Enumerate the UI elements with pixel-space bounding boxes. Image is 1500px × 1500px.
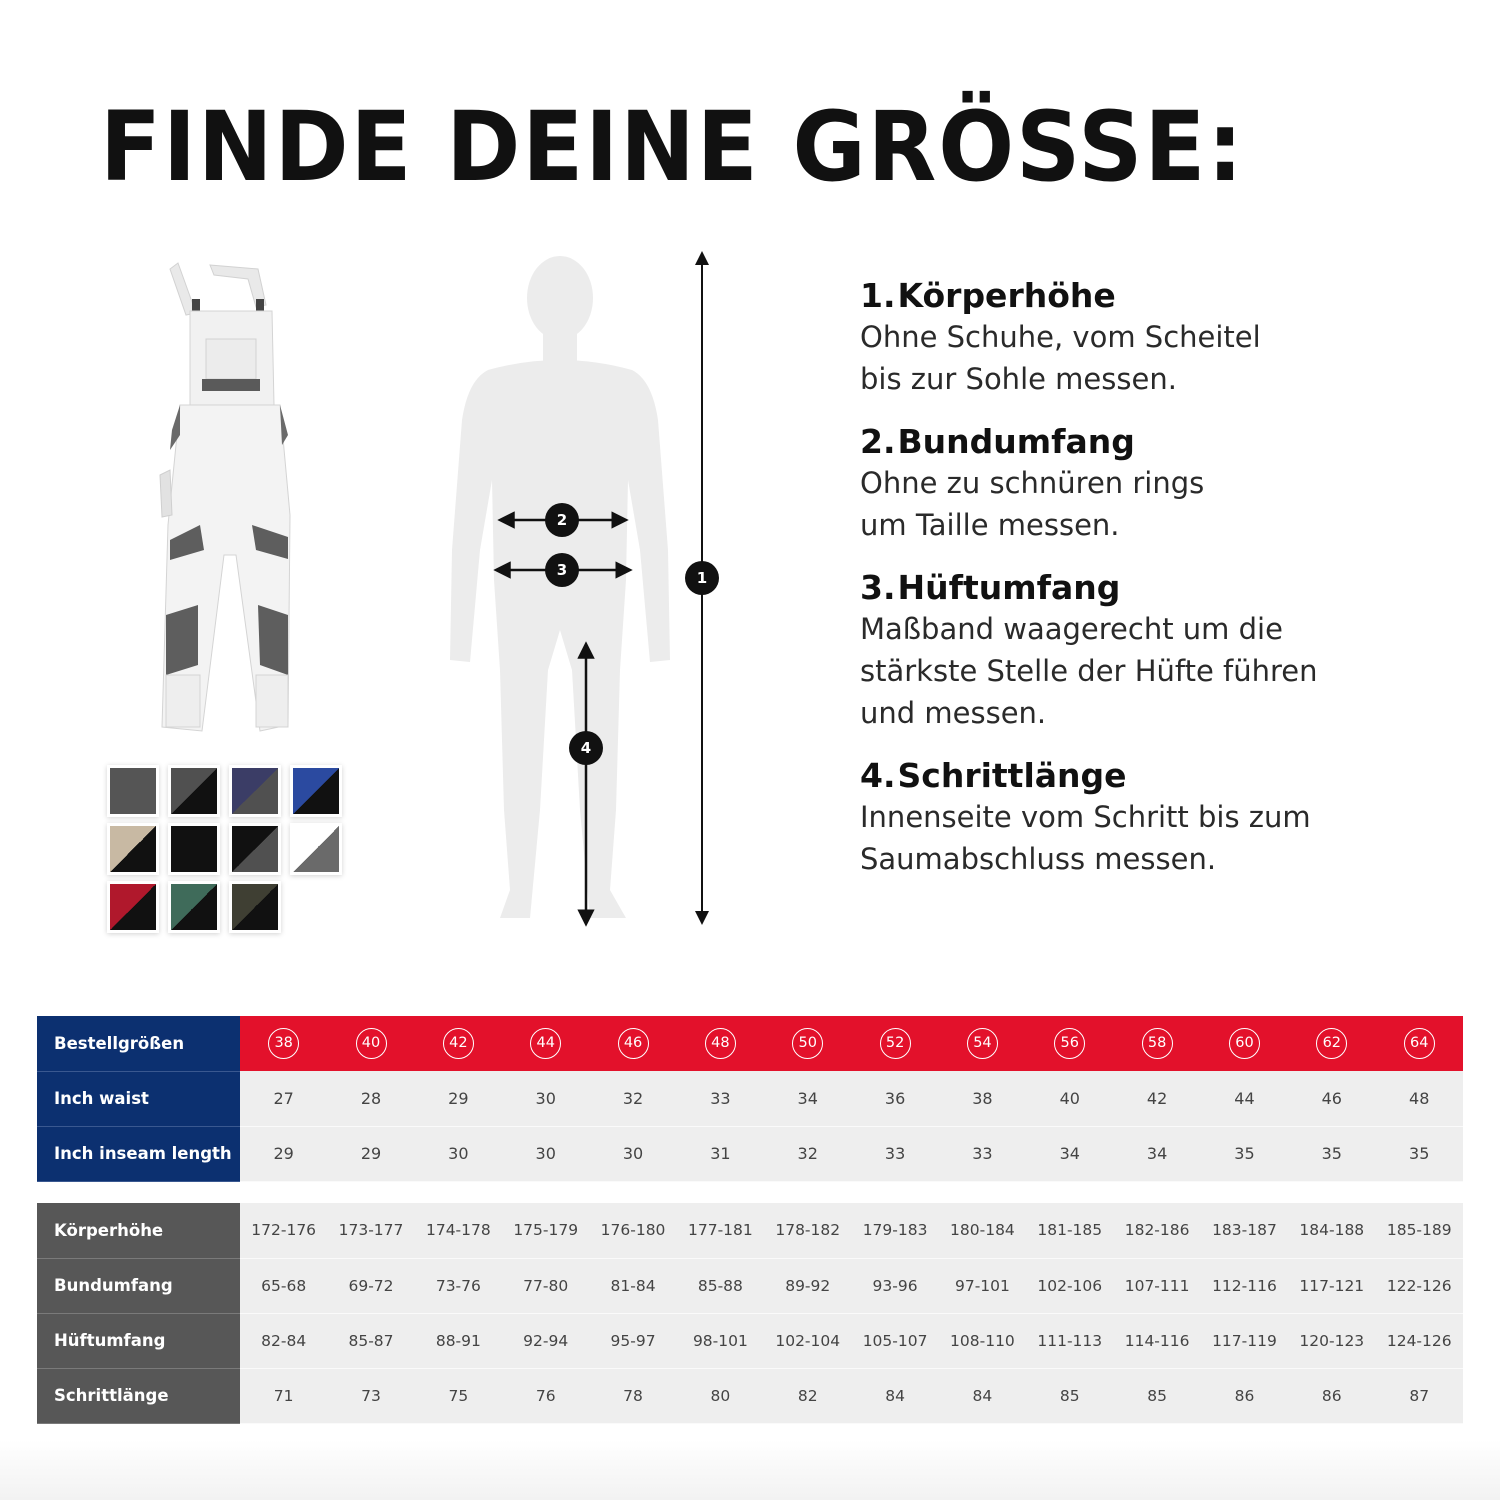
table-cell: 182-186 [1113,1203,1200,1258]
row-label: Schrittlänge [37,1368,240,1423]
table-cell: 32 [589,1071,676,1126]
table-cell: 102-106 [1026,1258,1113,1313]
table-cell: 33 [677,1071,764,1126]
table-cell: 78 [589,1368,676,1423]
size-cell [851,1016,938,1071]
row-label: Bundumfang [37,1258,240,1313]
table-cell: 35 [1288,1126,1375,1181]
step-number: 2. [860,422,896,461]
row-label: Inch waist [37,1071,240,1126]
step-title: Schrittlänge [897,756,1127,795]
table-cell: 95-97 [589,1313,676,1368]
size-badge: 50 [792,1028,823,1059]
table-cell: 85-87 [327,1313,414,1368]
color-swatch [232,768,278,814]
size-badge: 46 [618,1028,649,1059]
size-cell [764,1016,851,1071]
table-cell: 65-68 [240,1258,327,1313]
table-cell: 89-92 [764,1258,851,1313]
table-cell: 85-88 [677,1258,764,1313]
bottom-band [0,1440,1500,1500]
step-waist [860,422,1460,546]
table-cell: 87 [1375,1368,1463,1423]
row-label: Körperhöhe [37,1203,240,1258]
table-cell: 86 [1288,1368,1375,1423]
table-cell: 38 [939,1071,1026,1126]
table-cell: 172-176 [240,1203,327,1258]
size-cell [1113,1016,1200,1071]
table-cell: 31 [677,1126,764,1181]
table-cell: 111-113 [1026,1313,1113,1368]
table-cell: 28 [327,1071,414,1126]
step-inseam [860,756,1460,880]
table-cell: 185-189 [1375,1203,1463,1258]
table-cell: 75 [415,1368,502,1423]
table-cell: 35 [1201,1126,1288,1181]
table-cell: 73 [327,1368,414,1423]
size-cell [502,1016,589,1071]
size-badge: 42 [443,1028,474,1059]
table-cell: 114-116 [1113,1313,1200,1368]
table-cell: 97-101 [939,1258,1026,1313]
table-cell: 71 [240,1368,327,1423]
table-cell: 98-101 [677,1313,764,1368]
table-cell: 175-179 [502,1203,589,1258]
size-badge: 52 [880,1028,911,1059]
table-row [37,1313,1463,1368]
table-cell: 85 [1026,1368,1113,1423]
table-cell: 173-177 [327,1203,414,1258]
step-number: 1. [860,276,896,315]
table-cell: 76 [502,1368,589,1423]
table-cell: 181-185 [1026,1203,1113,1258]
body-figure [440,250,740,930]
overall-image [140,255,320,740]
table-cell: 40 [1026,1071,1113,1126]
table-cell: 69-72 [327,1258,414,1313]
table-cell: 44 [1201,1071,1288,1126]
table-cell: 30 [589,1126,676,1181]
table-cell: 46 [1288,1071,1375,1126]
table-cell: 92-94 [502,1313,589,1368]
color-swatch [110,884,156,930]
table-cell: 48 [1375,1071,1463,1126]
table-cell: 33 [851,1126,938,1181]
size-cell [415,1016,502,1071]
table-cell: 77-80 [502,1258,589,1313]
table-cell: 30 [502,1071,589,1126]
table-cell: 108-110 [939,1313,1026,1368]
marker-4: 4 [580,739,592,757]
table-row [37,1071,1463,1126]
color-swatch [171,884,217,930]
table-row [37,1258,1463,1313]
step-number: 3. [860,568,896,607]
size-badge: 40 [356,1028,387,1059]
measurement-instructions [860,276,1460,902]
step-title: Hüftumfang [897,568,1121,607]
step-body-height [860,276,1460,400]
table-cell: 82-84 [240,1313,327,1368]
size-badge: 60 [1229,1028,1260,1059]
color-swatch [293,826,339,872]
size-badge: 64 [1404,1028,1435,1059]
table-cell: 117-119 [1201,1313,1288,1368]
size-cell [240,1016,327,1071]
table-cell: 32 [764,1126,851,1181]
table-cell: 27 [240,1071,327,1126]
table-cell: 29 [240,1126,327,1181]
table-cell: 34 [764,1071,851,1126]
marker-2: 2 [556,511,568,529]
step-text: Innenseite vom Schritt bis zum Saumabschluss messen. [860,800,1311,876]
size-badge: 48 [705,1028,736,1059]
table-cell: 30 [415,1126,502,1181]
table-header-row [37,1016,1463,1071]
size-cell [939,1016,1026,1071]
table-cell: 179-183 [851,1203,938,1258]
size-badge: 56 [1054,1028,1085,1059]
table-cell: 122-126 [1375,1258,1463,1313]
step-title: Körperhöhe [897,276,1116,315]
table-cell: 86 [1201,1368,1288,1423]
table-cell: 42 [1113,1071,1200,1126]
table-cell: 105-107 [851,1313,938,1368]
step-hip [860,568,1460,734]
table-cell: 35 [1375,1126,1463,1181]
table-cell: 85 [1113,1368,1200,1423]
table-cell: 33 [939,1126,1026,1181]
size-cell [1288,1016,1375,1071]
color-swatch [232,826,278,872]
table-cell: 180-184 [939,1203,1026,1258]
row-label: Inch inseam length [37,1126,240,1181]
table-cell: 93-96 [851,1258,938,1313]
table-cell: 36 [851,1071,938,1126]
size-cell [677,1016,764,1071]
table-cell: 107-111 [1113,1258,1200,1313]
step-title: Bundumfang [897,422,1135,461]
color-swatch [171,768,217,814]
table-cell: 73-76 [415,1258,502,1313]
table-row [37,1368,1463,1423]
table-cell: 29 [415,1071,502,1126]
color-swatches [104,762,349,934]
table-row [37,1203,1463,1258]
size-cell [1026,1016,1113,1071]
step-text: Ohne zu schnüren rings um Taille messen. [860,466,1205,542]
table-cell: 34 [1113,1126,1200,1181]
step-text: Maßband waagerecht um die stärkste Stelle der Hüfte führen und messen. [860,612,1318,730]
size-badge: 58 [1142,1028,1173,1059]
header-label: Bestellgrößen [37,1016,240,1071]
body-measurement-table [37,1203,1463,1424]
table-cell: 84 [851,1368,938,1423]
color-swatch [110,768,156,814]
table-cell: 80 [677,1368,764,1423]
table-cell: 88-91 [415,1313,502,1368]
page-title: FINDE DEINE GRÖSSE: [100,91,1245,203]
color-swatch [293,768,339,814]
table-cell: 183-187 [1201,1203,1288,1258]
table-cell: 174-178 [415,1203,502,1258]
table-cell: 120-123 [1288,1313,1375,1368]
table-cell: 84 [939,1368,1026,1423]
table-row [37,1126,1463,1181]
size-badge: 38 [268,1028,299,1059]
size-badge: 44 [530,1028,561,1059]
table-cell: 102-104 [764,1313,851,1368]
table-cell: 117-121 [1288,1258,1375,1313]
step-number: 4. [860,756,896,795]
table-cell: 184-188 [1288,1203,1375,1258]
size-badge: 54 [967,1028,998,1059]
color-swatch [232,884,278,930]
marker-3: 3 [556,561,568,579]
table-cell: 81-84 [589,1258,676,1313]
color-swatch [110,826,156,872]
table-cell: 112-116 [1201,1258,1288,1313]
order-size-table [37,1016,1463,1182]
table-cell: 82 [764,1368,851,1423]
table-cell: 30 [502,1126,589,1181]
color-swatch [171,826,217,872]
marker-1: 1 [696,569,708,587]
table-cell: 124-126 [1375,1313,1463,1368]
size-cell [1201,1016,1288,1071]
size-cell [1375,1016,1463,1071]
table-cell: 177-181 [677,1203,764,1258]
table-cell: 34 [1026,1126,1113,1181]
step-text: Ohne Schuhe, vom Scheitel bis zur Sohle messen. [860,320,1261,396]
row-label: Hüftumfang [37,1313,240,1368]
size-badge: 62 [1316,1028,1347,1059]
size-cell [327,1016,414,1071]
table-cell: 178-182 [764,1203,851,1258]
table-cell: 29 [327,1126,414,1181]
size-cell [589,1016,676,1071]
table-cell: 176-180 [589,1203,676,1258]
